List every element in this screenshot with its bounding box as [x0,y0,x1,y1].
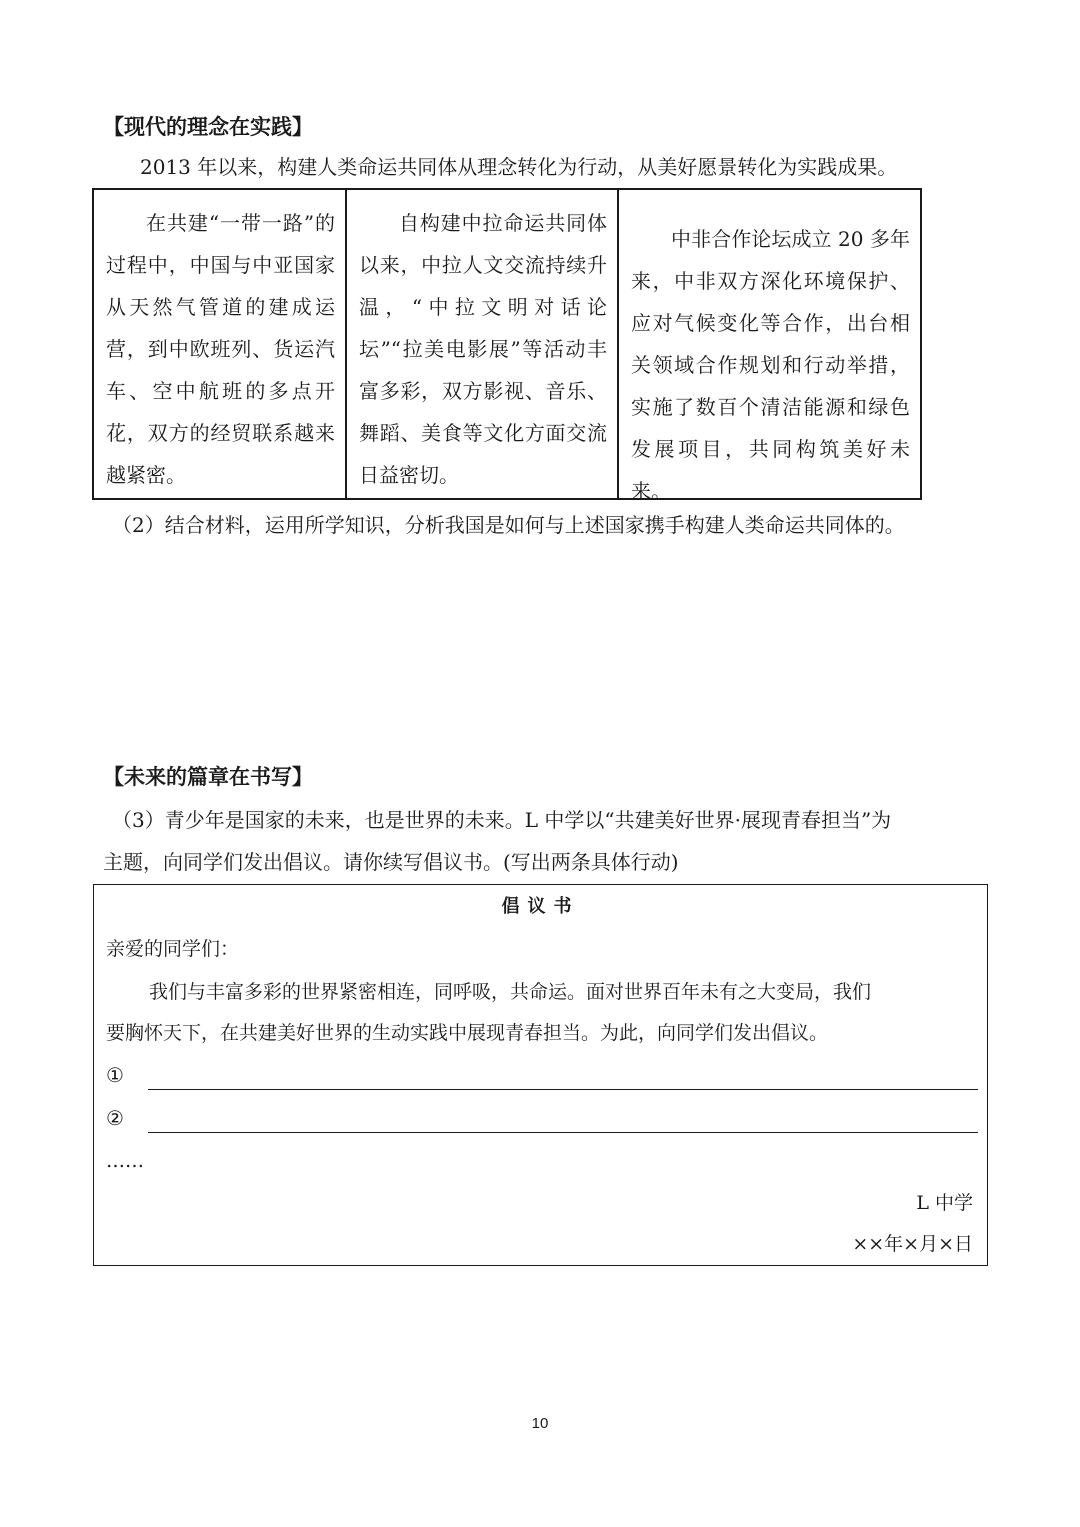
answer-blank-1[interactable] [148,1067,978,1090]
answer-row-1 [106,1060,978,1090]
answer-blank-2[interactable] [148,1110,978,1133]
proposal-letter-box [93,884,988,1266]
page-number: 10 [531,1415,549,1432]
item-marker-1: ① [106,1063,124,1087]
letter-body-line-2: 要胸怀天下，在共建美好世界的生动实践中展现青春担当。为此，向同学们发出倡议。 [106,1022,829,1044]
letter-title: 倡议书 [501,896,580,917]
question-3-line-2: 主题，向同学们发出倡议。请你续写倡议书。(写出两条具体行动) [103,850,679,874]
letter-body-line-1: 我们与丰富多彩的世界紧密相连，同呼吸，共命运。面对世界百年未有之大变局，我们 [149,981,872,1003]
question-3-line-1: （3）青少年是国家的未来，也是世界的未来。L 中学以“共建美好世界·展现青春担当”为 [112,808,892,832]
letter-date: ××年×月×日 [852,1233,973,1255]
item-marker-2: ② [106,1106,124,1130]
intro-paragraph: 2013 年以来，构建人类命运共同体从理念转化为行动，从美好愿景转化为实践成果。 [140,155,898,179]
section-title-practice: 【现代的理念在实践】 [103,115,313,139]
letter-signature: L 中学 [916,1192,973,1214]
question-2: （2）结合材料，运用所学知识，分析我国是如何与上述国家携手构建人类命运共同体的。 [112,513,905,537]
case-latin-america: 自构建中拉命运共同体以来，中拉人文交流持续升温，“中拉文明对话论坛”“拉美电影展”等活动丰富多彩，双方影视、音乐、舞蹈、美食等文化方面交流日益密切。 [345,190,617,498]
letter-salutation: 亲爱的同学们： [106,938,240,960]
cases-table [92,188,922,503]
section-title-future: 【未来的篇章在书写】 [103,765,313,789]
case-central-asia: 在共建“一带一路”的过程中，中国与中亚国家从天然气管道的建成运营，到中欧班列、货运汽车、空中航班的多点开花，双方的经贸联系越来越紧密。 [106,211,335,487]
letter-ellipsis: …… [106,1150,144,1172]
case-africa: 中非合作论坛成立 20 多年来，中非双方深化环境保护、应对气候变化等合作，出台相关领域合作规划和行动举措，实施了数百个清洁能源和绿色发展项目，共同构筑美好未来。 [617,190,920,498]
answer-row-2 [106,1103,978,1133]
